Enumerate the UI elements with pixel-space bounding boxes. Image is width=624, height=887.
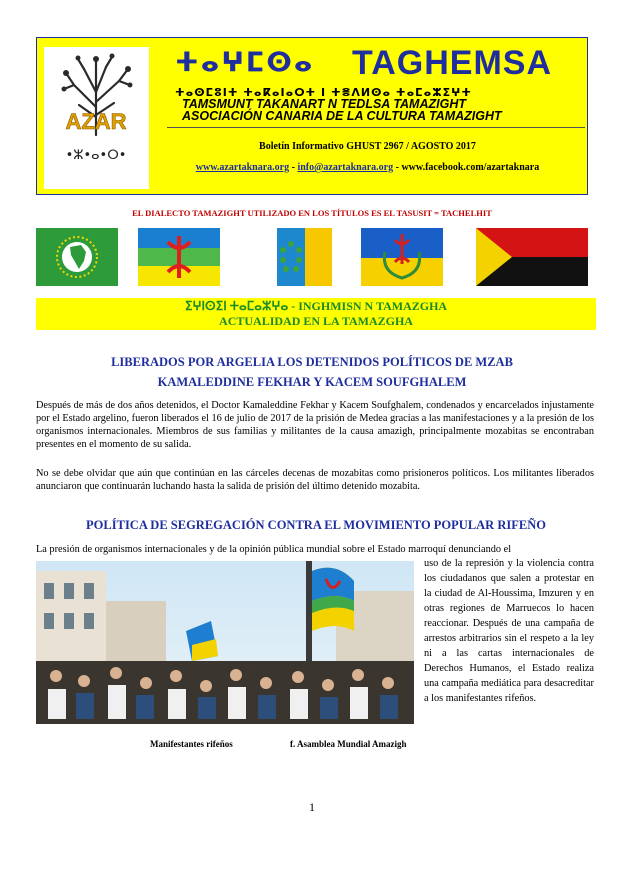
section-subtitle: ACTUALIDAD EN LA TAMAZGHA [219, 314, 413, 328]
subtitle-amazigh: TAMSMUNT TAKANART N TEDLSA TAMAZIGHT [182, 97, 466, 111]
website-link[interactable]: www.azartaknara.org [195, 162, 290, 173]
article1-paragraph: No se debe olvidar que aún que continúan en las cárceles decenas de mozabitas como prisioneros políticos. Los militantes liberados anunciaron que continuarán luchando hasta la salida de prisión del último detenido mozabita. [36, 468, 594, 492]
section-title: ⵉⵖⵏⵙⵉⵏ ⵜⴰⵎⴰⵣⵖⴰ - INGHMISN N TAMAZGHA [184, 299, 448, 313]
facebook-text: - www.facebook.com/azartaknara [393, 162, 540, 173]
article1-headline: LIBERADOS POR ARGELIA LOS DETENIDOS POLÍTICOS DE MZAB [111, 355, 513, 369]
article2-paragraph: uso de la represión y la violencia contra los ciudadanos que salen a protestar en la ciudad de Al-Houssima, Imzuren y en otras regiones de Marruecos lo hacen reaccionar. Después de una campaña de arrestos arbitrarios sin el respeto a la ley ni a las cartas internacionales de Derechos Humanos, el Estado realiza una campaña mediática para desacreditar a los manifestantes rifeños. [424, 558, 594, 704]
bulletin-info: Boletín Informativo GHUST 2967 / AGOSTO 2017 [259, 141, 476, 152]
tifinagh-title: ⵜⴰⵖⵎⵙⴰ [175, 47, 315, 78]
article1-subheadline: KAMALEDDINE FEKHAR Y KACEM SOUFGHALEM [157, 375, 467, 389]
article2-lead: La presión de organismos internacionales y de la opinión pública mundial sobre el Estado marroquí denunciando el [36, 544, 512, 555]
email-link[interactable]: info@azartaknara.org [297, 162, 394, 173]
contact-separator: - [289, 162, 298, 173]
page-number: 1 [309, 800, 315, 814]
tifinagh-subtitle: ⵜⴰⵙⵎⵓⵏⵜ ⵜⴰⴽⴰⵏⴰⵔⵜ ⵏ ⵜⴻⴷⵍⵙⴰ ⵜⴰⵎⴰⵣⵉⵖⵜ [175, 86, 473, 99]
dialect-note: EL DIALECTO TAMAZIGHT UTILIZADO EN LOS TÍTULOS ES EL TASUSIT = TACHELHIT [132, 208, 492, 218]
photo-credit: f. Asamblea Mundial Amazigh [290, 739, 407, 749]
article1-paragraph: Después de más de dos años detenidos, el Doctor Kamaleddine Fekhar y Kacem Soufghalem, condenados y encarcelados injustamente por el Estado argelino, fueron liberados el 16 de julio de 2017 de la prisión de Medea gracias a las manifestaciones y a la presión de los organismos internacionales. Miembros de sus familias y militantes de la causa amazigh, principalmente mozabitas se encontraban presentes en el momento de su salida. [36, 400, 594, 450]
subtitle-spanish: ASOCIACIÓN CANARIA DE LA CULTURA TAMAZIGHT [182, 109, 502, 123]
azar-logo [44, 47, 149, 189]
rif-flag [476, 228, 588, 286]
kabyle-flag [361, 228, 443, 286]
protest-photo [36, 561, 414, 724]
article2-headline: POLÍTICA DE SEGREGACIÓN CONTRA EL MOVIMIENTO POPULAR RIFEÑO [86, 518, 546, 532]
african-union-flag [36, 228, 118, 286]
amazigh-flag [138, 228, 220, 286]
contact-line [150, 162, 585, 173]
photo-caption: Manifestantes rifeños [150, 739, 233, 749]
svg-text:AZAR: AZAR [65, 109, 127, 134]
header-divider [167, 127, 585, 128]
masthead-title: TAGHEMSA [352, 44, 553, 82]
azar-tree-icon [44, 47, 149, 189]
svg-text:•ⵣ•ⴰ•ⵔ•: •ⵣ•ⴰ•ⵔ• [65, 148, 127, 163]
canarian-nationalist-flag [250, 228, 332, 286]
